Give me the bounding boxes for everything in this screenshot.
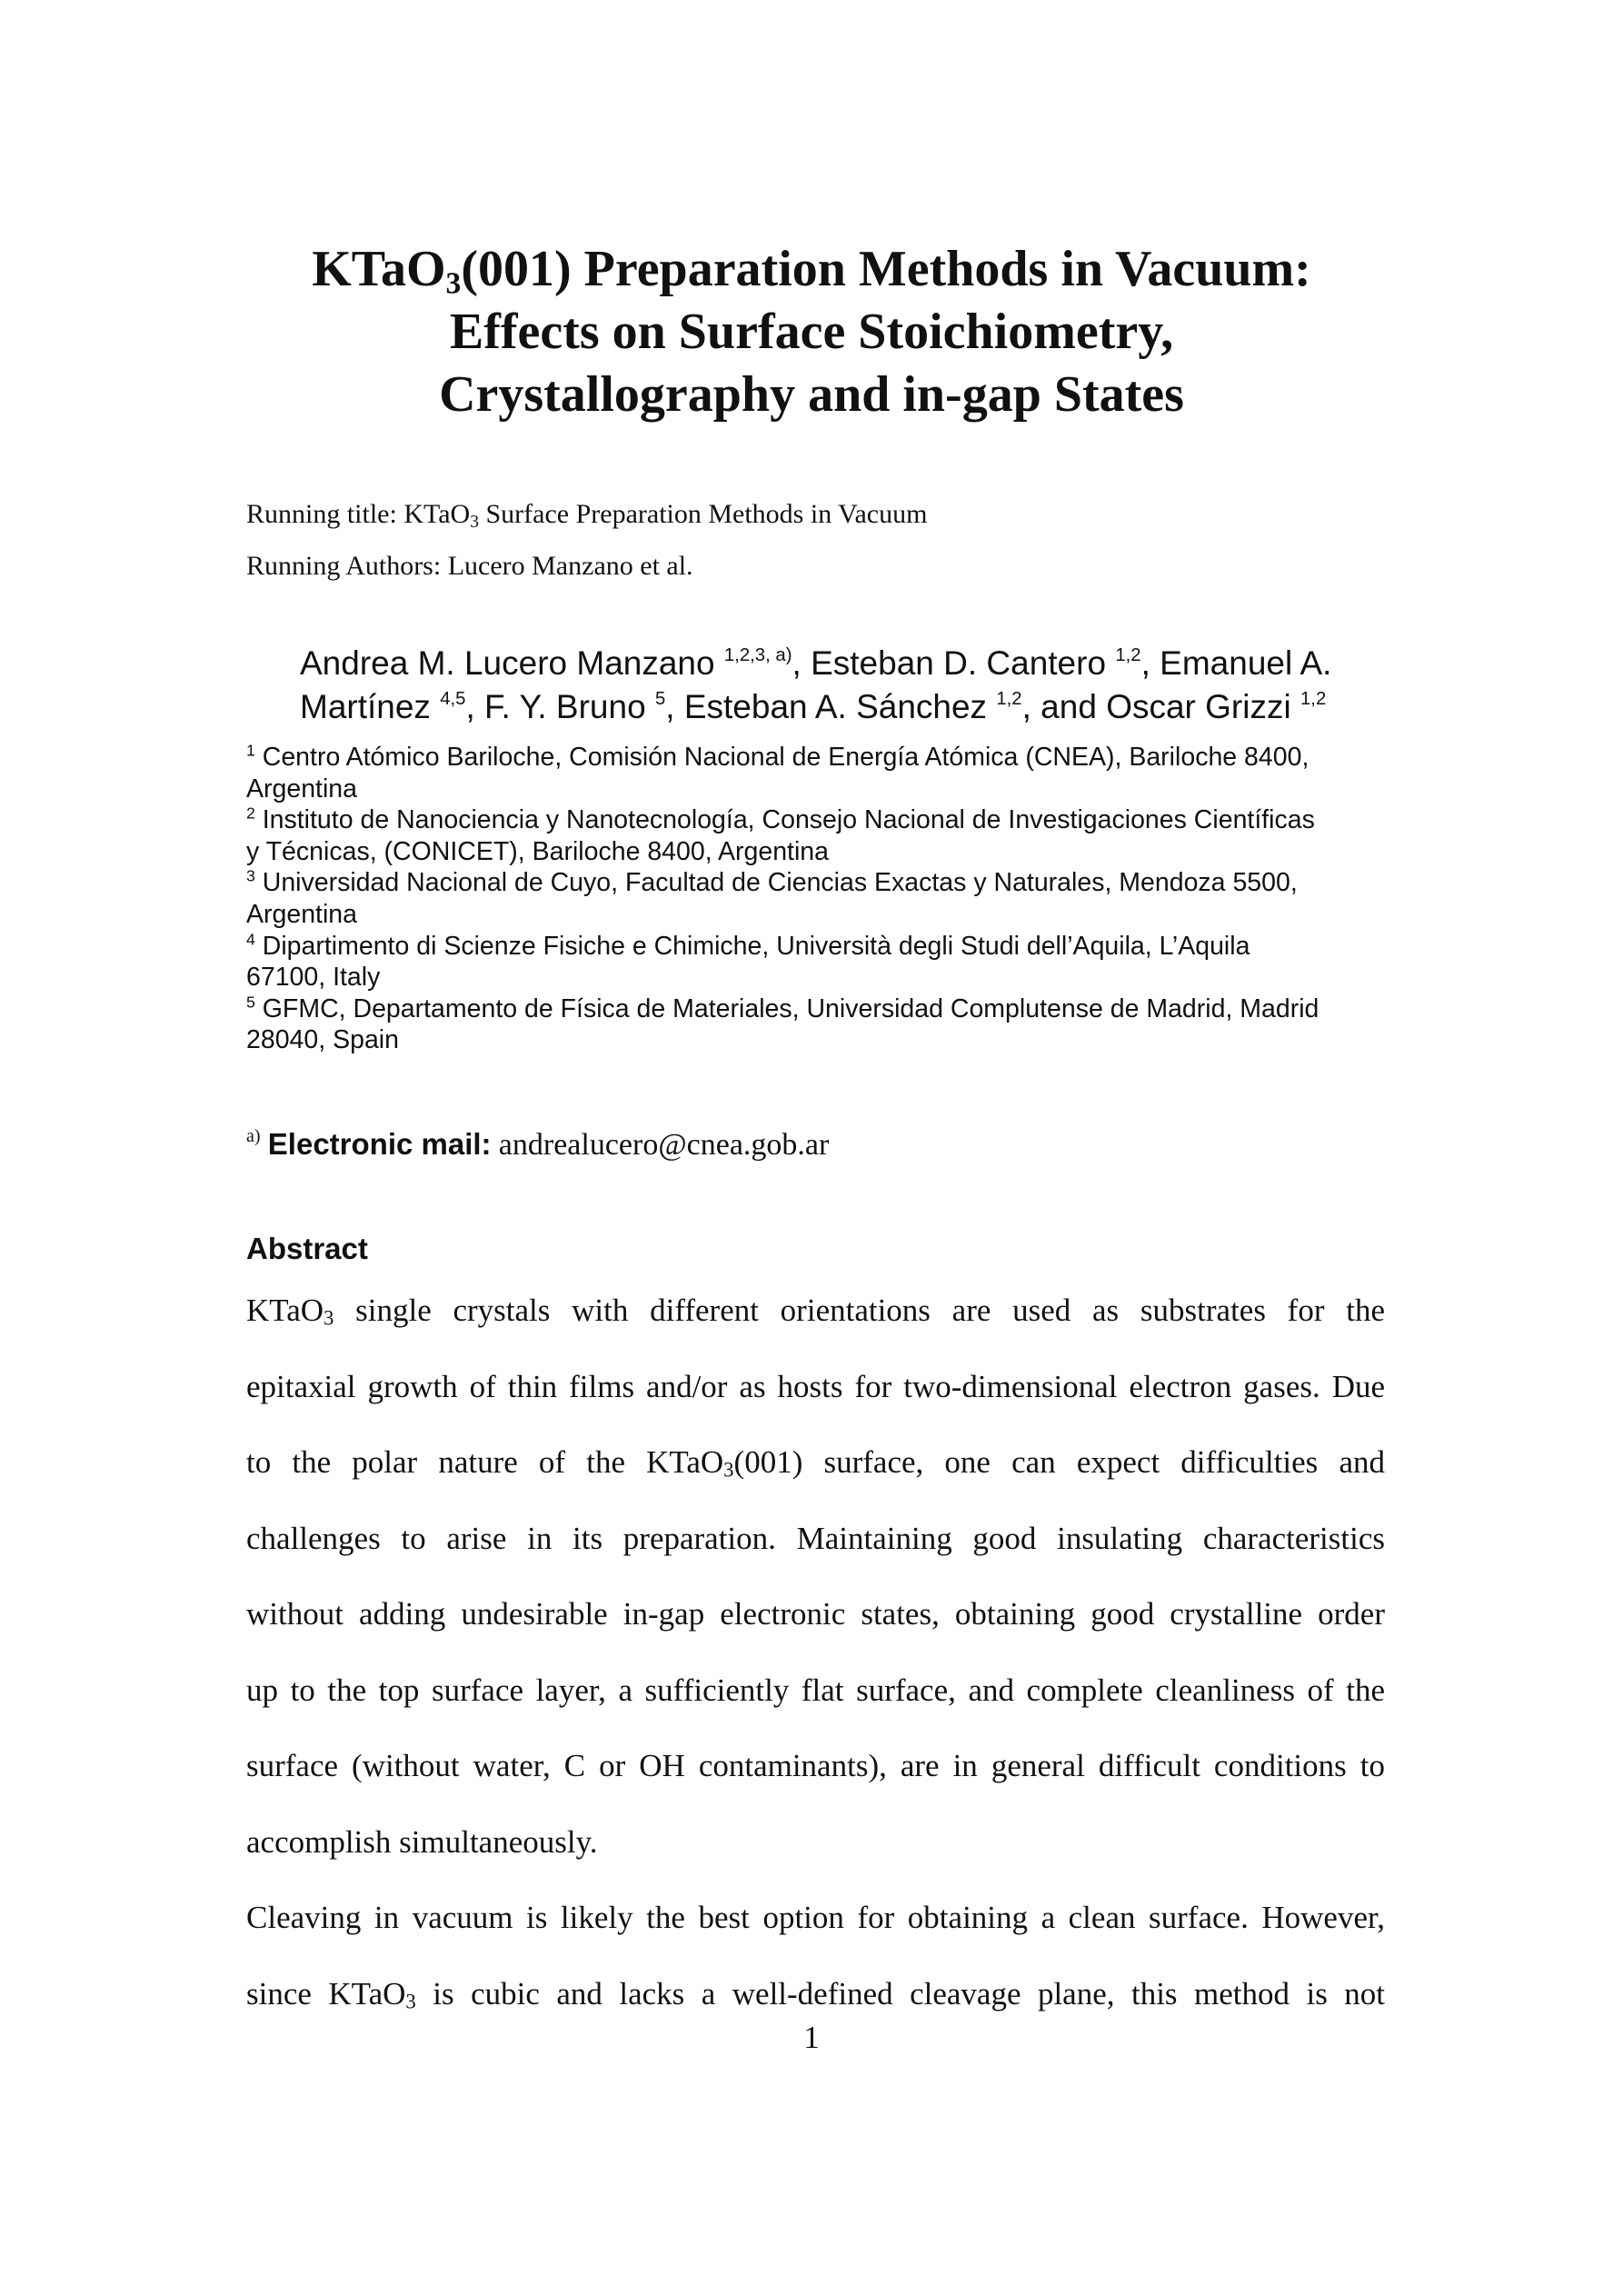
- title-subscript: 3: [445, 266, 462, 301]
- affiliation-number: 1: [246, 741, 255, 760]
- affiliation-line: Argentina: [246, 899, 358, 929]
- abstract-heading: Abstract: [246, 1232, 368, 1265]
- title-text: (001) Preparation Methods in Vacuum:: [461, 241, 1311, 297]
- abstract-subscript: 3: [405, 1990, 416, 2013]
- running-title: [246, 498, 927, 531]
- abstract-line: accomplish simultaneously.: [246, 1823, 598, 1860]
- affiliation-line: y Técnicas, (CONICET), Bariloche 8400, Argentina: [246, 836, 829, 866]
- affiliation-line: [246, 742, 1391, 774]
- affiliation-text: GFMC, Departamento de Física de Materiales, Universidad Complutense de Madrid, Madrid: [254, 993, 1319, 1023]
- affiliation-line: 28040, Spain: [246, 1025, 399, 1055]
- affiliation-item: [246, 931, 1391, 993]
- author-name: , Esteban A. Sánchez: [665, 688, 997, 725]
- author-affiliation-mark: 4,5: [440, 688, 466, 709]
- affiliation-text: Dipartimento di Scienze Fisiche e Chimiche, Università degli Studi dell’Aquila, L’Aquila: [254, 931, 1250, 961]
- abstract-text: to the polar nature of the KTaO: [246, 1444, 724, 1480]
- affiliation-item: [246, 742, 1391, 804]
- author-line-2: [300, 685, 1390, 729]
- paper-title: [182, 238, 1441, 426]
- author-affiliation-mark: 1,2: [1115, 644, 1141, 665]
- abstract-line: without adding undesirable in-gap electronic states, obtaining good crystalline order: [246, 1596, 1385, 1632]
- affiliation-line: Argentina: [246, 774, 358, 804]
- author-name: , F. Y. Bruno: [465, 688, 655, 725]
- author-affiliation-mark: 5: [654, 688, 666, 709]
- title-line-3: Crystallography and in-gap States: [439, 366, 1184, 423]
- running-authors: Running Authors: Lucero Manzano et al.: [246, 551, 693, 581]
- affiliation-number: 5: [246, 993, 255, 1012]
- email-address[interactable]: andrealucero@cnea.gob.ar: [498, 1128, 830, 1162]
- author-affiliation-mark: 1,2: [996, 688, 1022, 709]
- affiliation-item: [246, 993, 1391, 1056]
- author-name: , and Oscar Grizzi: [1021, 688, 1300, 725]
- abstract-text: (001) surface, one can expect difficulties and: [733, 1444, 1385, 1480]
- affiliation-text: Instituto de Nanociencia y Nanotecnología, Consejo Nacional de Investigaciones Científicas: [254, 805, 1315, 835]
- title-text: KTaO: [312, 241, 446, 297]
- author-line-1: [300, 642, 1390, 685]
- abstract-line: [246, 1424, 1385, 1501]
- author-name: Andrea M. Lucero Manzano: [300, 644, 724, 682]
- author-affiliation-mark: 1,2: [1299, 688, 1327, 709]
- affiliation-item: [246, 867, 1391, 930]
- abstract-line: surface (without water, C or OH contaminants), are in general difficult conditions to: [246, 1748, 1385, 1783]
- affiliation-text: Centro Atómico Bariloche, Comisión Nacional de Energía Atómica (CNEA), Bariloche 8400,: [254, 743, 1309, 772]
- running-title-text: Running title: KTaO: [246, 499, 471, 529]
- affiliation-text: Universidad Nacional de Cuyo, Facultad de Ciencias Exactas y Naturales, Mendoza 5500,: [254, 868, 1298, 898]
- affiliation-line: [246, 931, 1391, 963]
- affiliation-number: 2: [246, 804, 255, 823]
- corresponding-email: [246, 1118, 829, 1163]
- abstract-text: single crystals with different orientations are used as substrates for the: [334, 1293, 1385, 1328]
- author-affiliation-mark: 1,2,3, a): [723, 644, 792, 665]
- abstract-line: epitaxial growth of thin films and/or as hosts for two-dimensional electron gases. Due: [246, 1368, 1385, 1404]
- email-footnote-mark: a): [246, 1126, 261, 1146]
- author-name: Martínez: [300, 688, 441, 725]
- affiliation-line: 67100, Italy: [246, 963, 381, 993]
- email-label: Electronic mail:: [267, 1127, 492, 1161]
- title-line-1: [182, 238, 1441, 301]
- abstract-subscript: 3: [324, 1306, 334, 1330]
- author-list: [300, 642, 1390, 729]
- abstract-line: challenges to arise in its preparation. Maintaining good insulating characteristics: [246, 1520, 1385, 1556]
- abstract-text: since KTaO: [246, 1975, 406, 2011]
- author-name: , Emanuel A.: [1140, 644, 1332, 682]
- title-line-2: Effects on Surface Stoichiometry,: [449, 304, 1174, 360]
- affiliation-number: 4: [246, 929, 255, 948]
- page-number: 1: [803, 2020, 820, 2055]
- abstract-line: Cleaving in vacuum is likely the best option for obtaining a clean surface. However,: [246, 1900, 1385, 1935]
- author-name: , Esteban D. Cantero: [792, 644, 1116, 682]
- abstract-text: is cubic and lacks a well-defined cleavage plane, this method is not: [415, 1975, 1386, 2011]
- running-title-subscript: 3: [470, 512, 479, 532]
- affiliation-line: [246, 804, 1391, 836]
- affiliation-list: [246, 742, 1391, 1056]
- affiliation-number: 3: [246, 866, 255, 885]
- affiliation-line: [246, 867, 1391, 899]
- affiliation-line: [246, 993, 1391, 1025]
- abstract-line: [246, 1273, 1385, 1349]
- abstract-line: up to the top surface layer, a sufficiently flat surface, and complete cleanliness of the: [246, 1672, 1385, 1708]
- running-title-text: Surface Preparation Methods in Vacuum: [478, 499, 928, 529]
- abstract-text: KTaO: [246, 1293, 324, 1328]
- affiliation-item: [246, 804, 1391, 867]
- abstract-subscript: 3: [723, 1458, 734, 1482]
- abstract-body: [246, 1273, 1385, 2031]
